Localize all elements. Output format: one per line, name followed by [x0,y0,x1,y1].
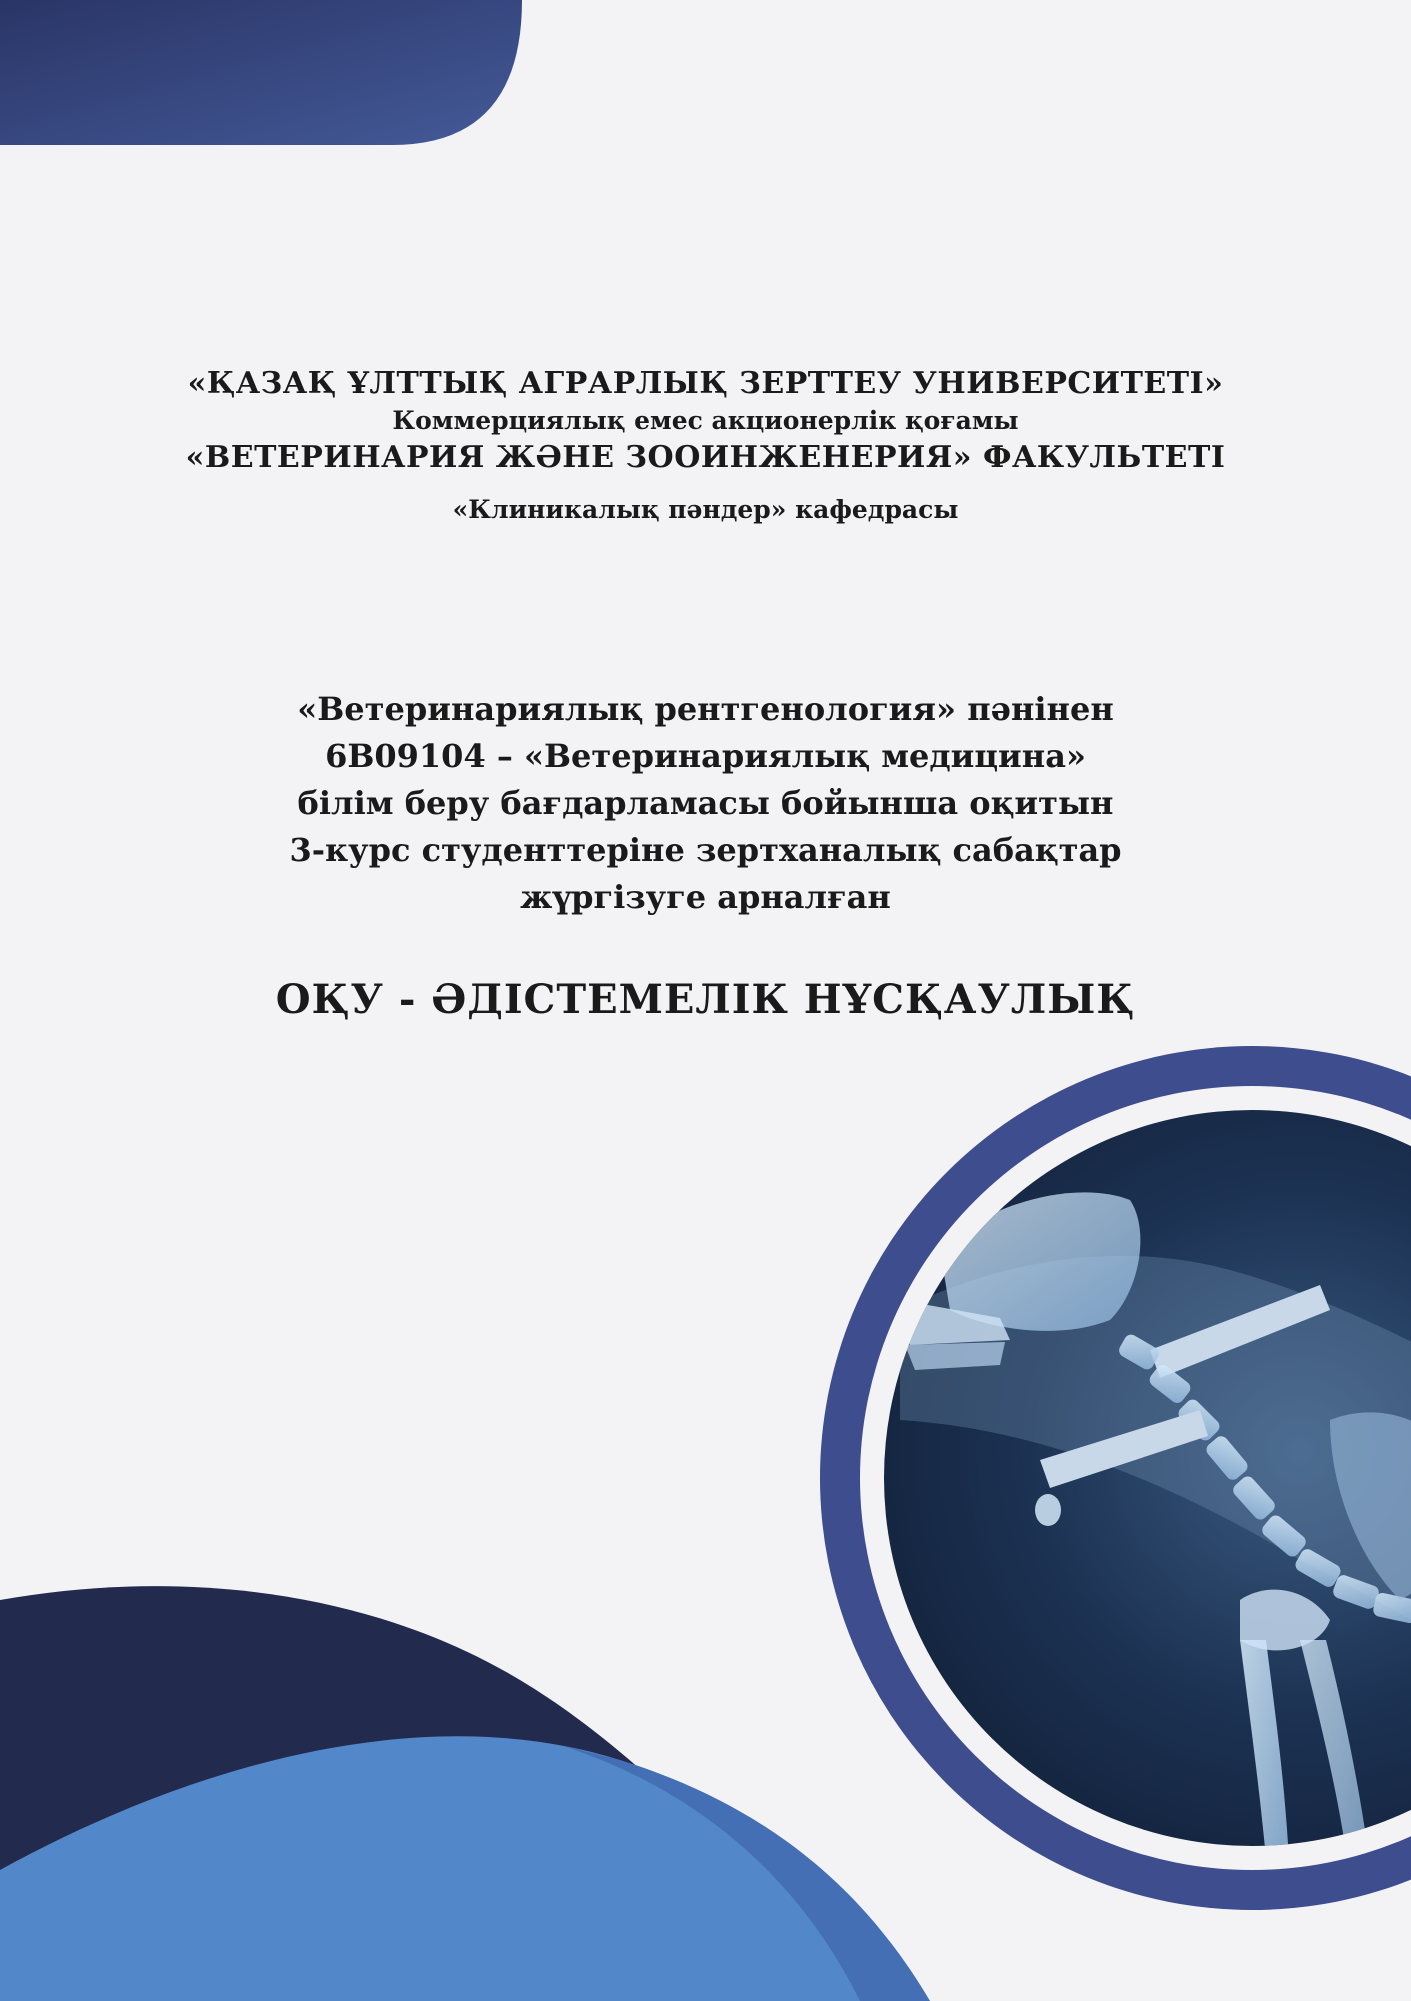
subject-line-4: 3-курс студенттеріне зертханалық сабақтар [289,831,1122,869]
organization-type: Коммерциялық емес акционерлік қоғамы [392,406,1019,435]
institution-header [0,362,1411,540]
department-name: «Клиникалық пәндер» кафедрасы [452,495,959,524]
university-name: «ҚАЗАҚ ҰЛТТЫҚ АГРАРЛЫҚ ЗЕРТТЕУ УНИВЕРСИТЕТІ» [187,366,1224,401]
subject-description [0,686,1411,921]
document-type-title: ОҚУ - ӘДІСТЕМЕЛІК НҰСҚАУЛЫҚ [275,976,1136,1023]
faculty-name: «ВЕТЕРИНАРИЯ ЖӘНЕ ЗООИНЖЕНЕРИЯ» ФАКУЛЬТЕТІ [185,440,1226,475]
subject-line-1: «Ветеринариялық рентгенология» пәнінен [297,690,1114,728]
subject-line-3: білім беру бағдарламасы бойынша оқитын [297,784,1114,822]
top-left-shape [0,0,522,145]
subject-line-5: жүргізуге арналған [520,878,891,916]
subject-line-2: 6В09104 – «Ветеринариялық медицина» [325,737,1086,775]
